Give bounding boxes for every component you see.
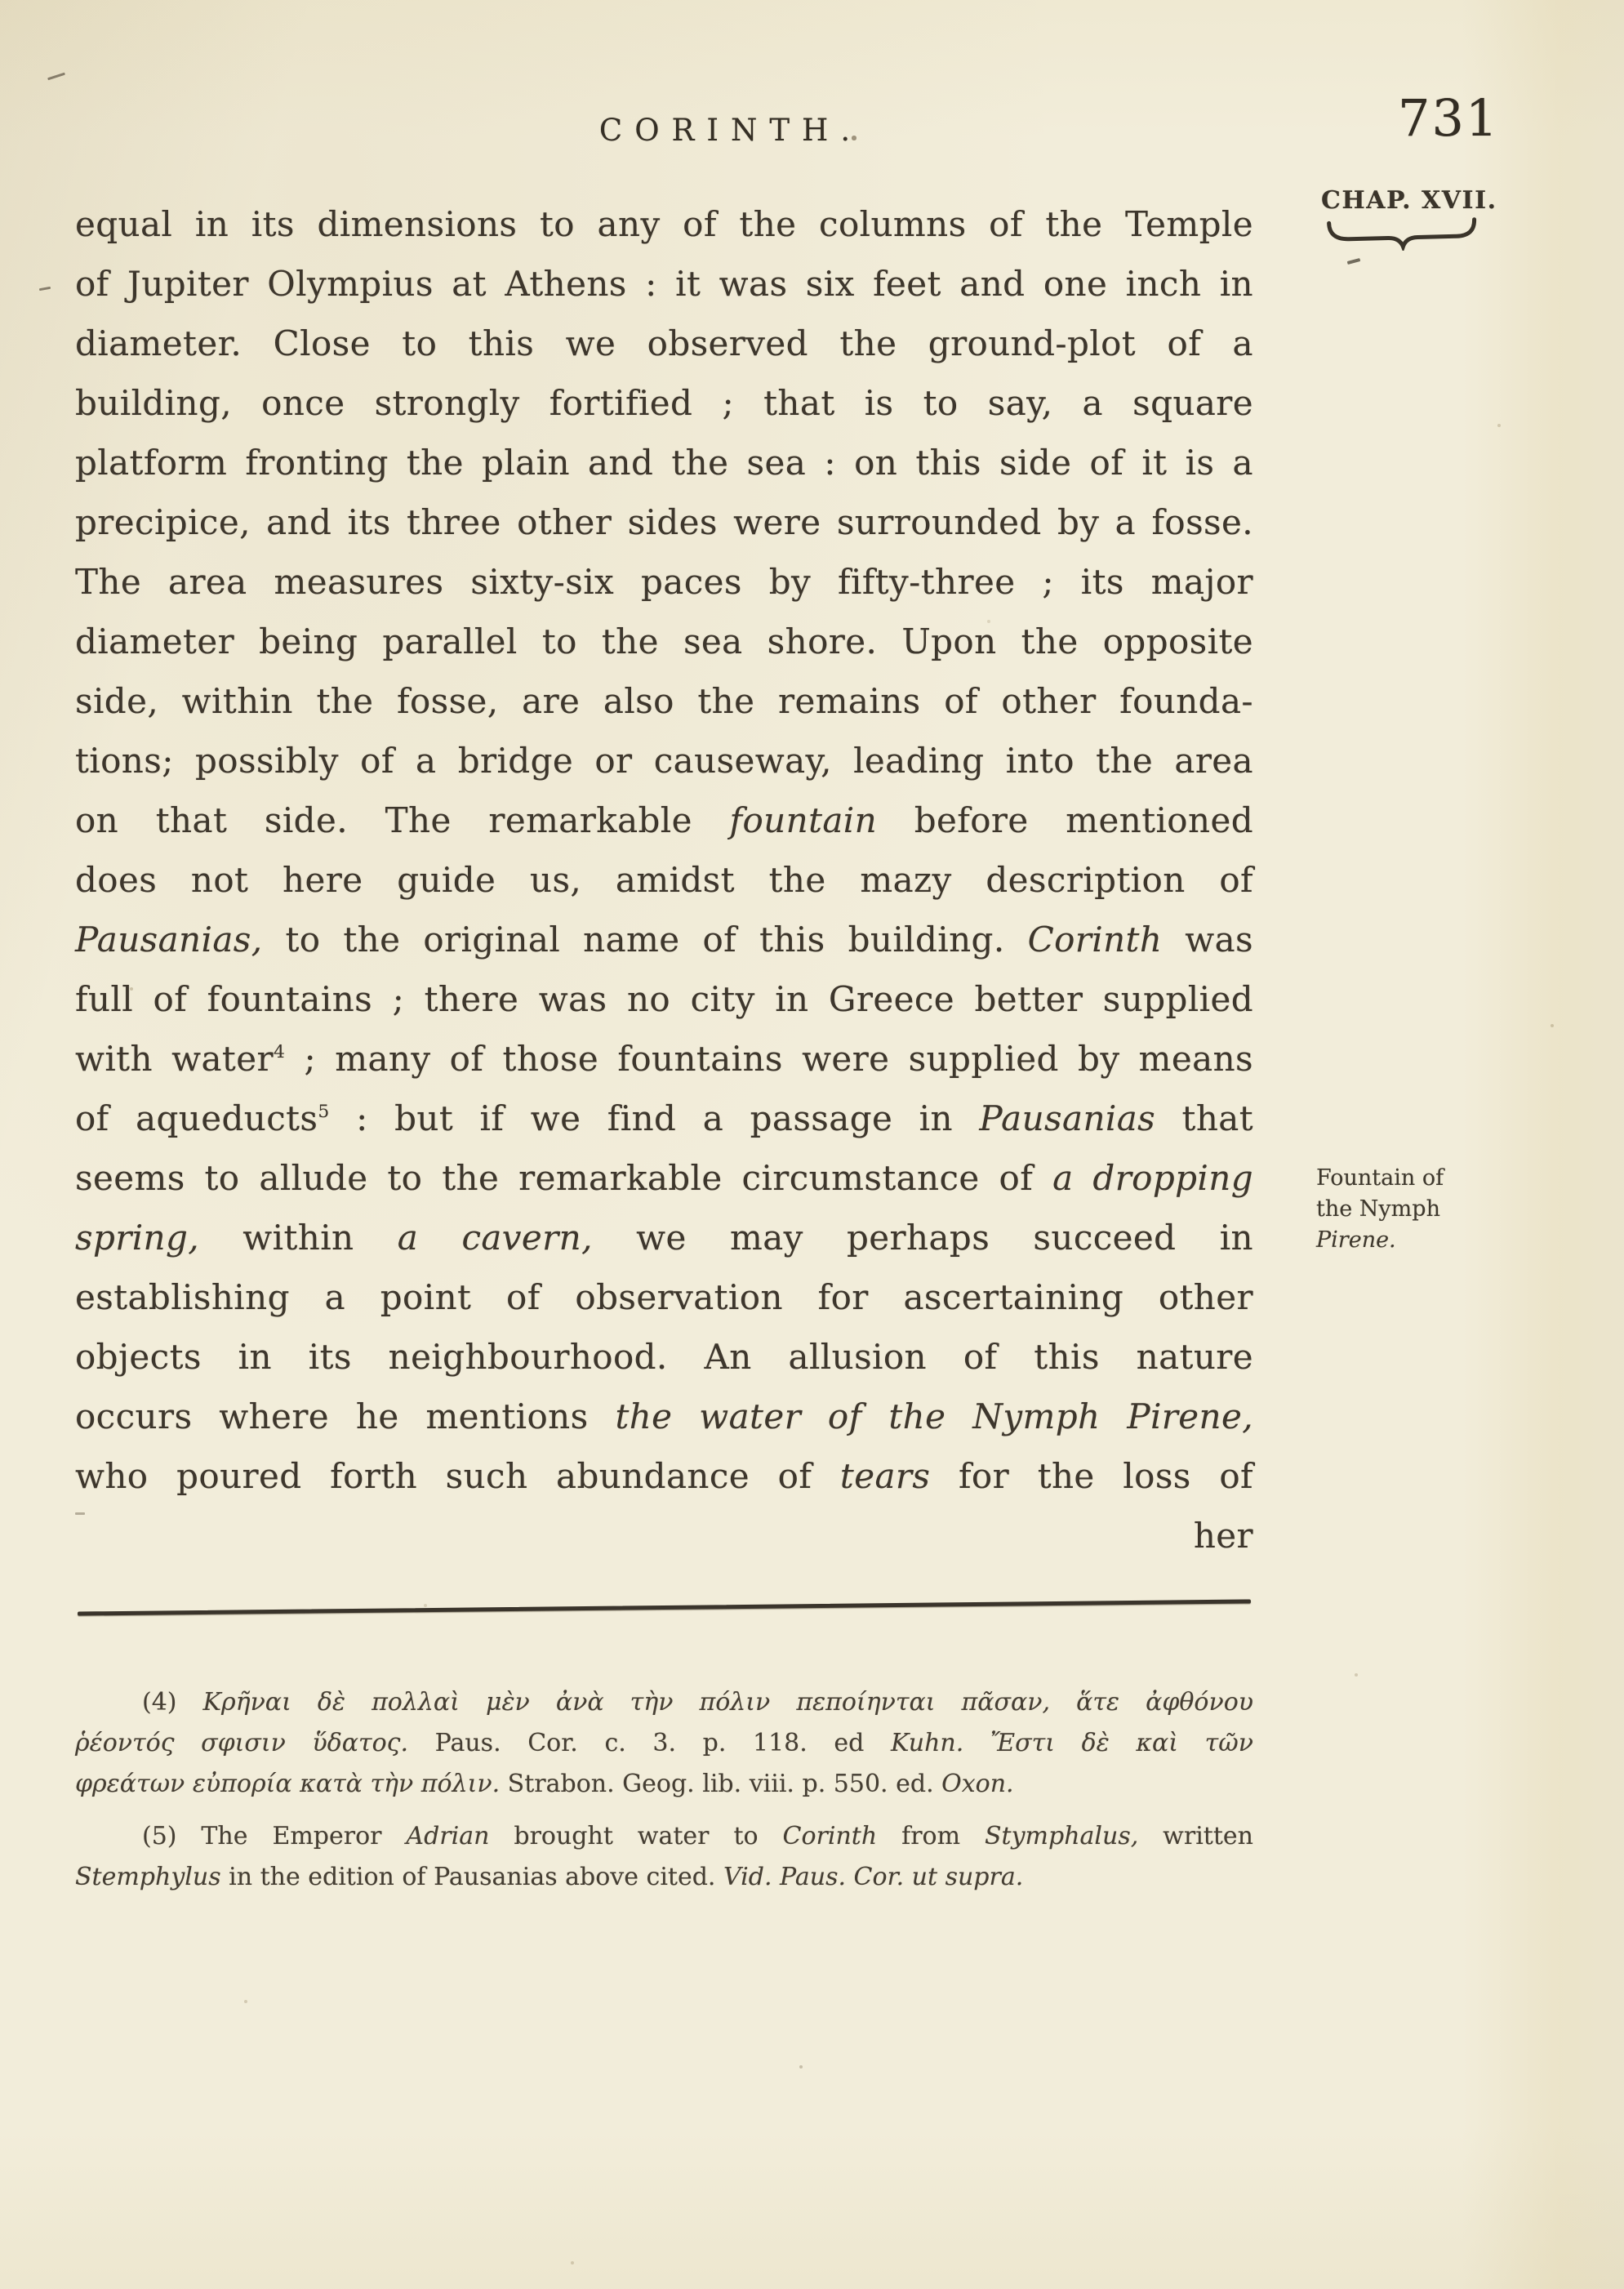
- body-line: [75, 254, 1253, 314]
- body-line: [75, 910, 1253, 969]
- text-segment: Stemphylus: [75, 1863, 221, 1891]
- text-segment: 4: [273, 1042, 286, 1062]
- body-line: [75, 1446, 1253, 1506]
- text-segment: Pirene.: [1316, 1227, 1396, 1253]
- ink-mark: [47, 73, 65, 81]
- footnote-line: [75, 1723, 1253, 1764]
- body-line: [75, 1029, 1253, 1089]
- text-segment: tears: [839, 1456, 931, 1496]
- footnote-line: [75, 1764, 1253, 1805]
- text-segment: does not here guide us, amidst the mazy description of: [75, 860, 1253, 900]
- running-title: CORINTH.: [598, 113, 863, 148]
- text-segment: Corinth: [782, 1822, 878, 1850]
- text-segment: Κρῆναι δὲ πολλαὶ μὲν ἀνὰ τὴν πόλιν πεποίηνται πᾶσαν, ἅτε ἀφθόνου: [202, 1688, 1253, 1717]
- text-segment: spring,: [75, 1218, 200, 1258]
- text-segment: Ἔστι δὲ καὶ τῶν: [990, 1729, 1253, 1757]
- text-segment: before mentioned: [877, 800, 1253, 840]
- paper-speckles: [0, 0, 2, 2]
- margin-note-line: [1316, 1194, 1512, 1225]
- text-segment: equal in its dimensions to any of the columns of the Temple: [75, 204, 1253, 244]
- footnote-4: [75, 1682, 1253, 1805]
- text-segment: Strabon. Geog. lib. viii. p. 550. ed.: [500, 1770, 942, 1798]
- text-segment: was: [1162, 920, 1253, 960]
- footnote-line: [75, 1682, 1253, 1723]
- body-line: [75, 492, 1253, 552]
- text-segment: [963, 1729, 990, 1757]
- text-segment: establishing a point of observation for ascertaining other: [75, 1277, 1253, 1317]
- text-segment: of Jupiter Olympius at Athens : it was six feet and one inch in: [75, 264, 1253, 304]
- curly-brace-down-icon: [1321, 216, 1509, 251]
- text-segment: the water of the Nymph Pirene,: [615, 1396, 1253, 1436]
- fountain-margin-note: [1316, 1163, 1512, 1256]
- text-segment: Kuhn.: [891, 1729, 964, 1757]
- body-line: [75, 612, 1253, 671]
- text-segment: 5: [318, 1102, 330, 1122]
- text-segment: for the loss of: [930, 1456, 1253, 1496]
- text-segment: of aqueducts: [75, 1098, 318, 1138]
- text-segment: Corinth: [1027, 920, 1163, 960]
- text-segment: Fountain of: [1316, 1165, 1444, 1191]
- chapter-label: CHAP. XVII.: [1321, 186, 1497, 215]
- ink-mark: [39, 287, 51, 291]
- text-segment: we may perhaps succeed in: [592, 1218, 1253, 1258]
- body-line: [75, 373, 1253, 433]
- footnote-line: [75, 1857, 1253, 1898]
- body-line: [75, 731, 1253, 790]
- text-segment: who poured forth such abundance of: [75, 1456, 840, 1496]
- text-segment: ῥέοντός σφισιν ὕδατος.: [75, 1729, 409, 1757]
- text-segment: Vid. Paus. Cor. ut supra.: [723, 1863, 1024, 1891]
- chapter-margin-note: [1321, 186, 1509, 251]
- text-segment: : but if we find a passage in: [329, 1098, 980, 1138]
- margin-note-line: [1316, 1225, 1512, 1256]
- text-segment: full of fountains ; there was no city in Greece better supplied: [75, 979, 1253, 1019]
- text-segment: objects in its neighbourhood. An allusion of this nature: [75, 1337, 1253, 1377]
- text-segment: diameter being parallel to the sea shore. Upon the opposite: [75, 621, 1253, 661]
- body-line: [75, 671, 1253, 731]
- text-segment: to the original name of this building.: [262, 920, 1028, 960]
- text-segment: diameter. Close to this we observed the ground-plot of a: [75, 323, 1253, 363]
- body-line: [75, 850, 1253, 910]
- body-line: [75, 552, 1253, 612]
- text-segment: ; many of those fountains were supplied by means: [285, 1039, 1253, 1079]
- text-segment: written: [1138, 1822, 1253, 1850]
- body-line: [75, 1148, 1253, 1208]
- text-segment: that: [1155, 1098, 1254, 1138]
- text-segment: Pausanias,: [75, 920, 263, 960]
- text-segment: Stymphalus,: [984, 1822, 1139, 1850]
- text-segment: seems to allude to the remarkable circumstance of: [75, 1158, 1053, 1198]
- footnote-5: [75, 1816, 1253, 1898]
- body-line: [75, 1089, 1253, 1148]
- text-segment: brought water to: [489, 1822, 783, 1850]
- text-segment: (5) The Emperor: [142, 1822, 407, 1850]
- text-segment: The area measures sixty-six paces by fifty-three ; its major: [75, 562, 1253, 602]
- body-line: [75, 1327, 1253, 1387]
- text-segment: Pausanias: [979, 1098, 1156, 1138]
- footnote-divider: [78, 1599, 1251, 1615]
- text-segment: φρεάτων εὐπορία κατὰ τὴν πόλιν.: [75, 1770, 501, 1798]
- body-text: [75, 194, 1253, 1565]
- text-segment: the Nymph: [1316, 1196, 1440, 1222]
- text-segment: (4): [142, 1688, 203, 1717]
- text-segment: precipice, and its three other sides were surrounded by a fosse.: [75, 502, 1253, 542]
- catchword: her: [1193, 1516, 1253, 1556]
- text-segment: fountain: [729, 800, 878, 840]
- ink-mark: [1347, 258, 1360, 265]
- body-line: [75, 1267, 1253, 1327]
- text-segment: from: [877, 1822, 985, 1850]
- body-line: [75, 1208, 1253, 1267]
- text-segment: on that side. The remarkable: [75, 800, 730, 840]
- page-number: 731: [1398, 88, 1500, 148]
- body-paragraph: [75, 194, 1253, 1506]
- text-segment: tions; possibly of a bridge or causeway, leading into the area: [75, 741, 1253, 781]
- text-segment: a cavern,: [397, 1218, 593, 1258]
- margin-note-line: [1316, 1163, 1512, 1194]
- footnotes: [75, 1682, 1253, 1909]
- body-line: [75, 194, 1253, 254]
- body-line: [75, 433, 1253, 492]
- text-segment: occurs where he mentions: [75, 1396, 616, 1436]
- text-segment: within: [199, 1218, 398, 1258]
- text-segment: a dropping: [1052, 1158, 1253, 1198]
- text-segment: Adrian: [406, 1822, 490, 1850]
- body-line: [75, 1387, 1253, 1446]
- text-segment: building, once strongly fortified ; that is to say, a square: [75, 383, 1253, 423]
- footnote-line: [75, 1816, 1253, 1857]
- body-line: [75, 969, 1253, 1029]
- text-segment: side, within the fosse, are also the remains of other founda-: [75, 681, 1253, 721]
- text-segment: with water: [75, 1039, 274, 1079]
- text-segment: in the edition of Pausanias above cited.: [220, 1863, 724, 1891]
- body-line: [75, 314, 1253, 373]
- text-segment: Paus. Cor. c. 3. p. 118. ed: [408, 1729, 891, 1757]
- text-segment: Oxon.: [941, 1770, 1014, 1798]
- text-segment: platform fronting the plain and the sea : on this side of it is a: [75, 443, 1253, 483]
- body-line: [75, 790, 1253, 850]
